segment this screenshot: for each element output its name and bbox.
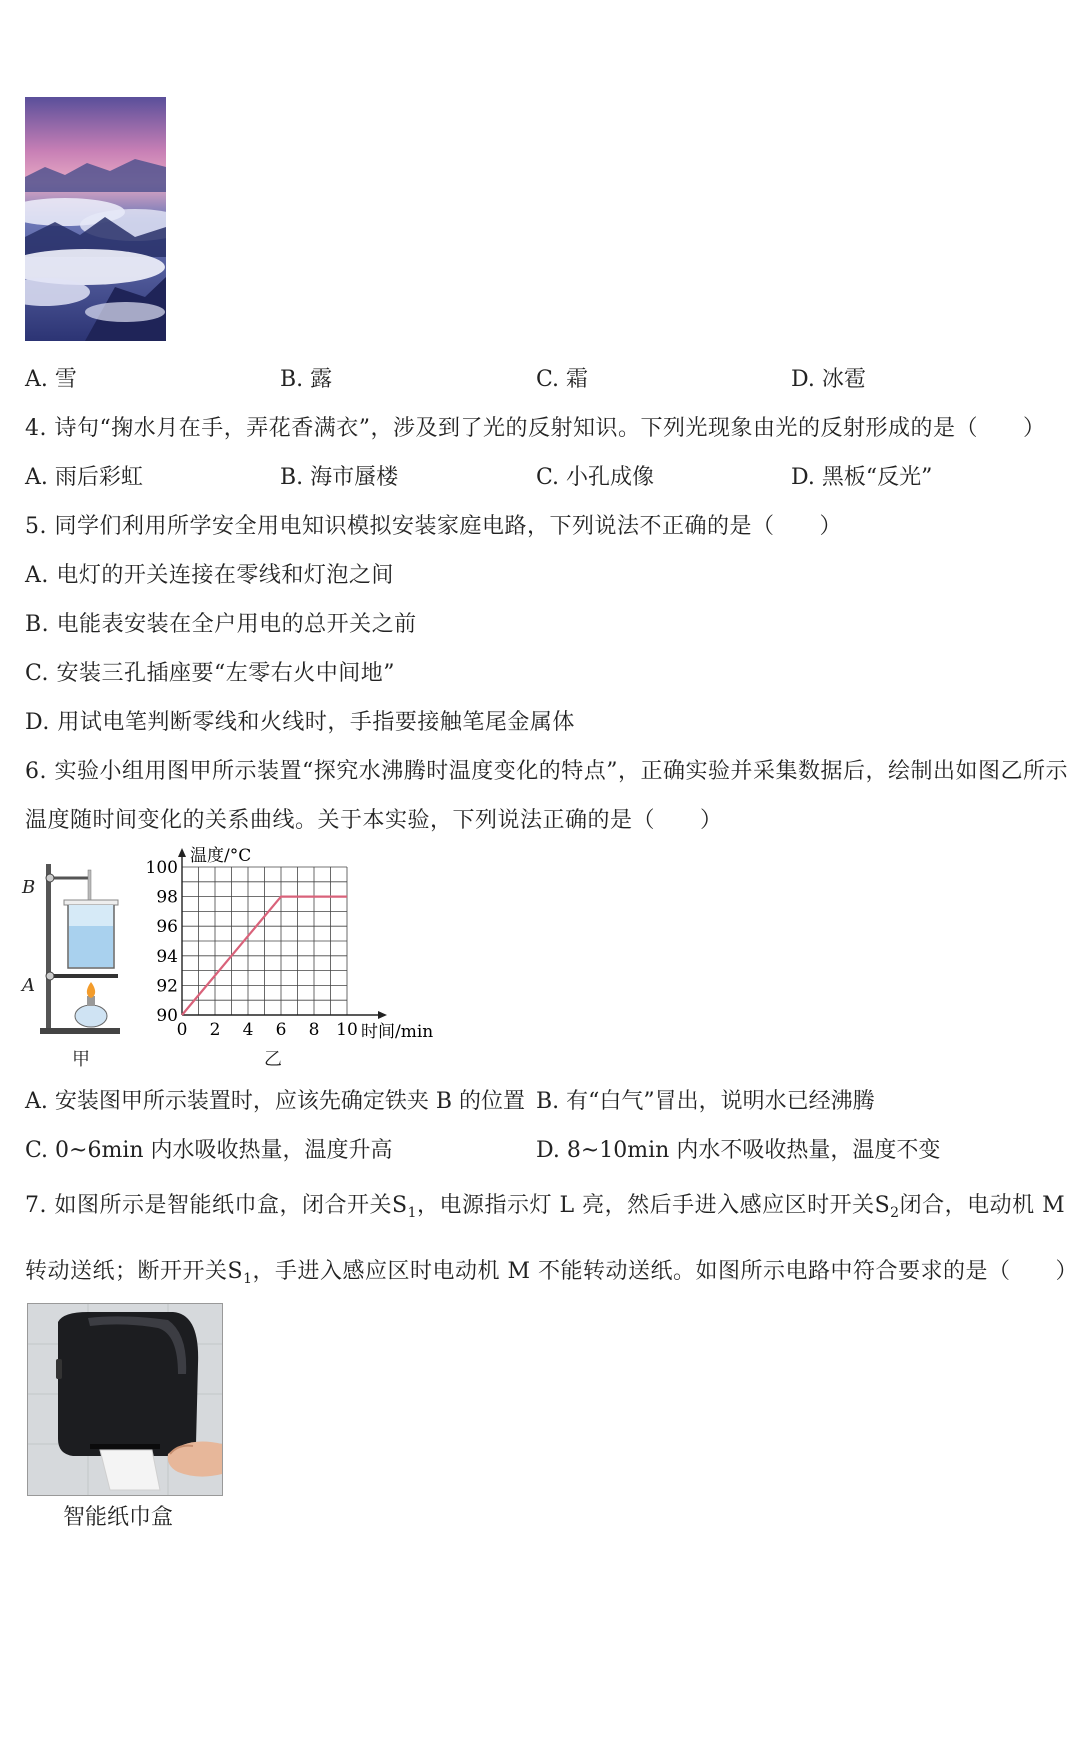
x-axis-title: 时间/min <box>361 1022 434 1042</box>
x-tick-label: 10 <box>336 1020 358 1040</box>
q7-stem-line1 <box>25 1188 1065 1221</box>
temperature-time-chart <box>140 845 460 1060</box>
x-tick-label: 4 <box>242 1020 254 1040</box>
q3-option-a: A. 雪 <box>25 367 77 392</box>
q5-option-d: D. 用试电笔判断零线和火线时，手指要接触笔尾金属体 <box>25 710 575 735</box>
figure-yi-caption: 乙 <box>264 1049 282 1070</box>
q7-stem-part5: ，手进入感应区时电动机 M 不能转动送纸。如图所示电路中符合要求的是（ ） <box>252 1259 1079 1284</box>
figure-jia-caption: 甲 <box>72 1049 90 1070</box>
x-tick-label: 0 <box>176 1020 188 1040</box>
q4-option-c: C. 小孔成像 <box>536 465 655 490</box>
y-tick-label: 92 <box>156 976 178 997</box>
y-tick-label: 90 <box>156 1006 178 1026</box>
q7-stem-part2: ，电源指示灯 L 亮，然后手进入感应区时开关S <box>416 1193 891 1218</box>
y-axis-title: 温度/°C <box>190 846 252 866</box>
y-tick-label: 98 <box>156 887 178 908</box>
q4-option-b: B. 海市蜃楼 <box>280 465 399 490</box>
smart-tissue-box-photo <box>27 1303 223 1496</box>
s1-subscript: 1 <box>407 1205 417 1221</box>
y-axis-arrow <box>178 848 186 857</box>
y-tick-label: 96 <box>156 917 178 938</box>
q4-option-d: D. 黑板“反光” <box>791 465 933 490</box>
q7-stem-part4: 转动送纸；断开开关S <box>25 1259 244 1284</box>
s2-subscript: 2 <box>890 1205 900 1221</box>
s1-subscript-2: 1 <box>243 1271 253 1287</box>
x-tick-label: 6 <box>275 1020 287 1040</box>
y-tick-label: 100 <box>145 858 178 878</box>
q5-option-c: C. 安装三孔插座要“左零右火中间地” <box>25 661 396 686</box>
q5-option-b: B. 电能表安装在全户用电的总开关之前 <box>25 612 417 637</box>
q6-option-d: D. 8~10min 内水不吸收热量，温度不变 <box>536 1138 941 1163</box>
clamp-b-label: B <box>22 877 36 898</box>
q7-stem-line2 <box>25 1254 1078 1287</box>
ring-a-label: A <box>22 975 35 996</box>
q7-stem-part1: 7. 如图所示是智能纸巾盒，闭合开关S <box>25 1193 408 1218</box>
q6-option-a: A. 安装图甲所示装置时，应该先确定铁夹 B 的位置 <box>25 1089 526 1114</box>
q6-option-b: B. 有“白气”冒出，说明水已经沸腾 <box>536 1089 875 1114</box>
x-tick-label: 8 <box>308 1020 320 1040</box>
q5-option-a: A. 电灯的开关连接在零线和灯泡之间 <box>25 563 394 588</box>
q3-option-b: B. 露 <box>280 367 333 392</box>
tissue-box-caption: 智能纸巾盒 <box>63 1505 174 1530</box>
q4-option-a: A. 雨后彩虹 <box>25 465 143 490</box>
boiling-apparatus-figure <box>22 858 132 1038</box>
q6-option-c: C. 0~6min 内水吸收热量，温度升高 <box>25 1138 393 1163</box>
q5-stem: 5. 同学们利用所学安全用电知识模拟安装家庭电路，下列说法不正确的是（ ） <box>25 514 842 539</box>
q7-stem-part3: 闭合，电动机 M <box>899 1193 1066 1218</box>
x-axis-arrow <box>378 1011 387 1019</box>
q4-stem: 4. 诗句“掬水月在手，弄花香满衣”，涉及到了光的反射知识。下列光现象由光的反射形成的是（ ） <box>25 416 1046 441</box>
q6-stem-line1: 6. 实验小组用图甲所示装置“探究水沸腾时温度变化的特点”，正确实验并采集数据后，绘制出如图乙所示 <box>25 759 1068 784</box>
q6-stem-line2: 温度随时间变化的关系曲线。关于本实验，下列说法正确的是（ ） <box>25 808 723 833</box>
q3-option-c: C. 霜 <box>536 367 589 392</box>
y-tick-label: 94 <box>156 946 178 967</box>
x-tick-label: 2 <box>209 1020 221 1040</box>
sea-of-clouds-photo <box>25 97 166 341</box>
q3-option-d: D. 冰雹 <box>791 367 866 392</box>
